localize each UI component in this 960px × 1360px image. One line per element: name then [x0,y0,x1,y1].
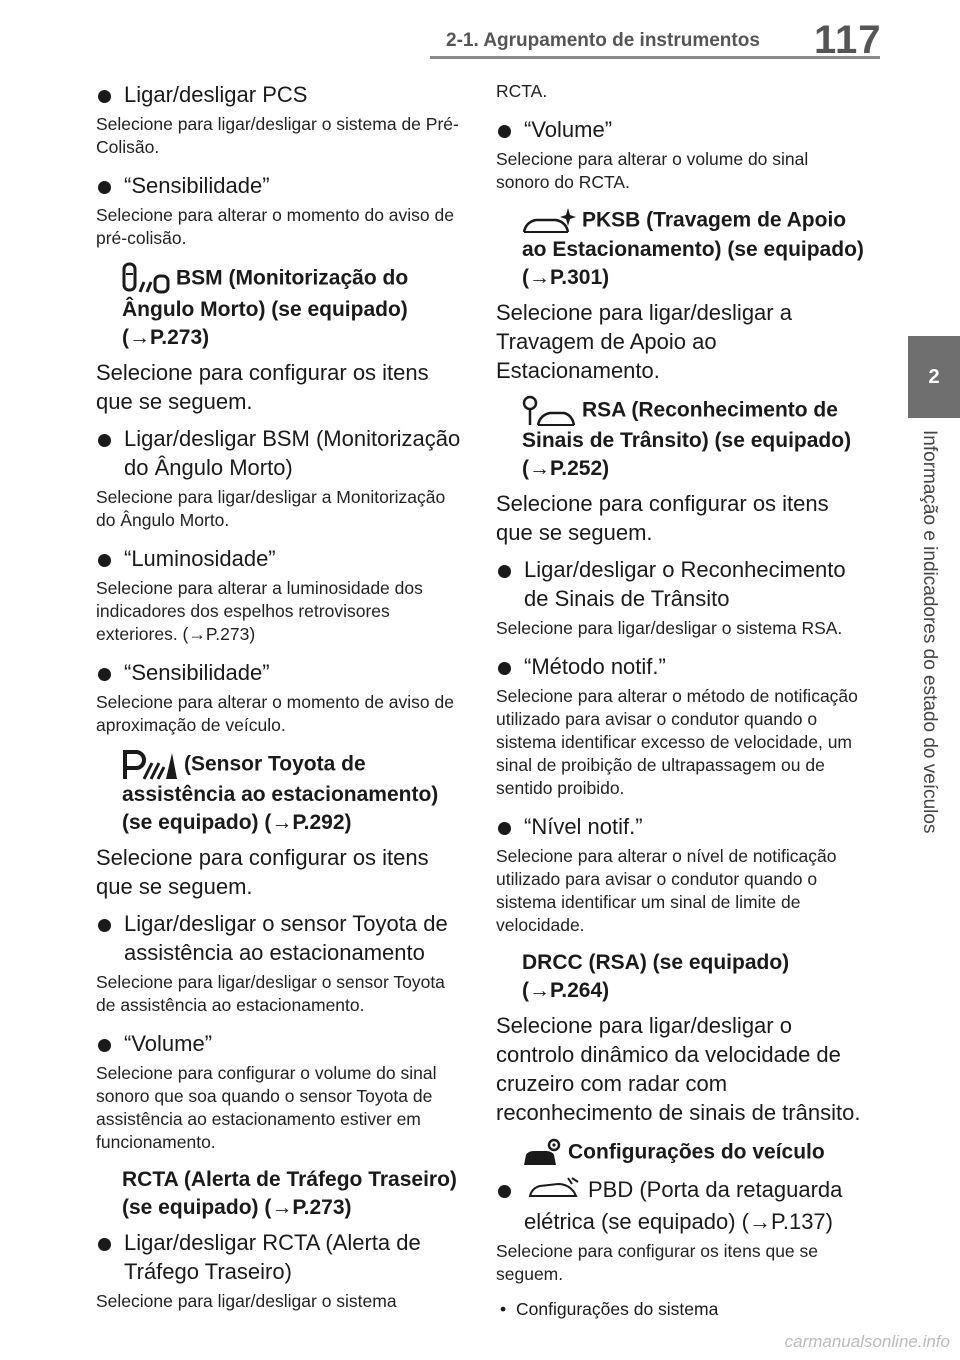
body-text: Selecione para ligar/desligar o controlo dinâmico da velocidade de cruzeiro com radar com reconhecimento de sinais de trânsito. [496,1013,861,1125]
description: Selecione para configurar o volume do sinal sonoro que soa quando o sensor Toyota de assistência ao estacionamento estiver em funcionamento. [96,1063,437,1152]
bullet-item: Ligar/desligar RCTA (Alerta de Tráfego Traseiro) [96,1228,466,1286]
power-back-door-icon [528,1176,580,1207]
chapter-title: Informação e indicadores do estado do veículos [919,430,940,834]
bullet-item: “Volume” [96,1029,466,1058]
parking-sensor-heading-text: (Sensor Toyota de assistência ao estacionamento) (se equipado) (→P.292) [122,752,439,834]
body-text: Selecione para configurar os itens que se seguem. [496,491,829,545]
header-rule [430,56,880,59]
bsm-icon [122,262,170,296]
body-text: Selecione para configurar os itens que se seguem. [96,845,429,899]
watermark: carmanualsonline.info [784,1332,950,1351]
bsm-heading [96,262,466,352]
bullet-item: Ligar/desligar PCS [96,80,466,109]
right-column [496,74,866,1321]
description: Selecione para ligar/desligar o sistema RSA. [496,618,843,638]
vehicle-settings-heading [496,1137,866,1169]
pksb-icon [522,206,576,236]
description: Selecione para ligar/desligar o sistema de Pré-Colisão. [96,114,459,157]
description: Selecione para ligar/desligar o sensor Toyota de assistência ao estacionamento. [96,972,445,1015]
rcta-heading: RCTA (Alerta de Tráfego Traseiro) (se equipado) (→P.273) [122,1168,457,1219]
left-column [96,74,466,1325]
description: Selecione para alterar o momento de aviso de aproximação de veículo. [96,692,454,735]
description: Selecione para alterar a luminosidade dos indicadores dos espelhos retrovisores exteriores. (→P.273) [96,578,423,644]
rsa-heading [496,395,866,483]
bsm-heading-text: BSM (Monitorização do Ângulo Morto) (se equipado) (→P.273) [122,266,409,349]
description: Selecione para ligar/desligar a Monitorização do Ângulo Morto. [96,487,446,530]
description: Selecione para alterar o nível de notificação utilizado para avisar o condutor quando o sistema identificar um sinal de limite de velocidade. [496,846,837,935]
bullet-item [496,1175,866,1236]
bullet-item: “Luminosidade” [96,544,466,573]
description: RCTA. [496,81,548,101]
rsa-heading-text: RSA (Reconhecimento de Sinais de Trânsito) (se equipado) (→P.252) [522,398,852,480]
drcc-heading: DRCC (RSA) (se equipado) (→P.264) [522,951,790,1002]
bullet-item: Ligar/desligar BSM (Monitorização do Ângulo Morto) [96,424,466,482]
page-header [0,0,960,66]
description: Selecione para alterar o método de notificação utilizado para avisar o condutor quando o sistema identificar excesso de velocidade, um sinal de proibição de ultrapassagem ou de sentido proibido. [496,686,858,798]
description: Selecione para alterar o volume do sinal sonoro do RCTA. [496,149,809,192]
parking-sensor-heading [96,749,466,837]
parking-sensor-icon [122,749,178,781]
pksb-heading-text: PKSB (Travagem de Apoio ao Estacionamento) (se equipado) (→P.301) [522,208,864,289]
rsa-icon [522,395,576,427]
pksb-heading [496,206,866,292]
description: Selecione para configurar os itens que se seguem. [496,1240,819,1284]
body-text: Selecione para configurar os itens que se seguem. [96,360,429,414]
bullet-item: “Sensibilidade” [96,171,466,200]
pbd-label: PBD (Porta da retaguarda elétrica (se equipado) (→P.137) [524,1177,843,1234]
page-number: 117 [814,18,882,62]
section-title: 2-1. Agrupamento de instrumentos [446,30,760,51]
sub-item: • Configurações do sistema [496,1298,866,1321]
bullet-item: Ligar/desligar o sensor Toyota de assistência ao estacionamento [96,909,466,967]
vehicle-settings-heading-text: Configurações do veículo [568,1140,825,1164]
bullet-item: “Nível notif.” [496,812,866,841]
chapter-tab: 2 [908,336,960,418]
bullet-item: “Método notif.” [496,652,866,681]
bullet-item: “Volume” [496,115,866,144]
bullet-item: Ligar/desligar o Reconhecimento de Sinais de Trânsito [496,555,866,613]
body-text: Selecione para ligar/desligar a Travagem de Apoio ao Estacionamento. [496,300,792,383]
description: Selecione para alterar o momento do aviso de pré-colisão. [96,205,454,248]
bullet-item: “Sensibilidade” [96,658,466,687]
description: Selecione para ligar/desligar o sistema [96,1291,397,1311]
vehicle-settings-icon [522,1137,562,1169]
